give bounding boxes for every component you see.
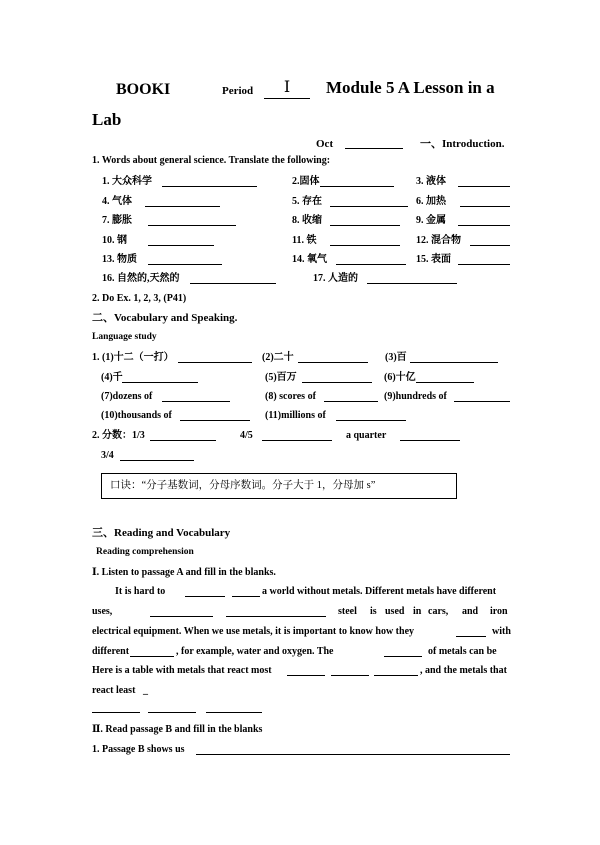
- passage-text: different: [92, 646, 130, 657]
- answer-blank[interactable]: [162, 186, 257, 187]
- word-item: 15. 表面: [416, 254, 451, 265]
- fraction-item: a quarter: [346, 430, 387, 441]
- number-item: (9)hundreds of: [384, 391, 447, 402]
- passage-text: electrical equipment. When we use metals, it is important to know how they: [92, 626, 415, 637]
- task2-instruction: Ⅱ. Read passage B and fill in the blanks: [92, 724, 263, 735]
- period-label: Period: [222, 85, 254, 97]
- answer-blank[interactable]: [458, 225, 510, 226]
- answer-blank[interactable]: [122, 382, 198, 383]
- answer-blank[interactable]: [330, 225, 400, 226]
- passage-text: a world without metals. Different metals have different: [262, 586, 497, 597]
- passage-text: with: [492, 626, 511, 637]
- fraction-item: 3/4: [101, 450, 114, 461]
- answer-blank[interactable]: [196, 754, 510, 755]
- answer-blank[interactable]: [92, 712, 140, 713]
- period-value: Ⅰ: [264, 78, 310, 99]
- book-label: BOOKI: [116, 81, 171, 98]
- word-item: 10. 钢: [102, 235, 127, 246]
- word-item: 1. 大众科学: [102, 176, 152, 187]
- answer-blank[interactable]: [206, 712, 262, 713]
- fraction-item: 2. 分数：1/3: [92, 430, 145, 441]
- answer-blank[interactable]: [150, 440, 216, 441]
- answer-blank[interactable]: [130, 656, 174, 657]
- passage-b-prompt: 1. Passage B shows us: [92, 744, 185, 755]
- answer-blank[interactable]: [460, 206, 510, 207]
- answer-blank[interactable]: [287, 675, 325, 676]
- number-item: (2)二十: [262, 352, 294, 363]
- passage-text: used: [385, 606, 405, 617]
- answer-blank[interactable]: [120, 460, 194, 461]
- passage-text: react least: [92, 685, 136, 696]
- passage-text: cars,: [428, 606, 449, 617]
- module-title-line1: Module 5 A Lesson in a: [326, 78, 495, 97]
- number-item: (8) scores of: [265, 391, 316, 402]
- mnemonic-note: 口诀：“分子基数词，分母序数词。分子大于 1，分母加 s”: [101, 473, 457, 499]
- passage-text: uses,: [92, 606, 113, 617]
- passage-text: is: [370, 606, 377, 617]
- word-item: 12. 混合物: [416, 235, 461, 246]
- answer-blank[interactable]: [190, 283, 276, 284]
- answer-blank[interactable]: [336, 264, 406, 265]
- number-item: (6)十亿: [384, 372, 416, 383]
- answer-blank[interactable]: [324, 401, 378, 402]
- answer-blank[interactable]: [148, 245, 214, 246]
- answer-blank[interactable]: [162, 401, 230, 402]
- answer-blank[interactable]: [145, 206, 220, 207]
- answer-blank[interactable]: [330, 206, 408, 207]
- passage-dash: _: [143, 685, 148, 696]
- word-item: 4. 气体: [102, 196, 132, 207]
- answer-blank[interactable]: [458, 186, 510, 187]
- part1-instruction: 1. Words about general science. Translate the following:: [92, 155, 331, 166]
- passage-text: It is hard to: [115, 586, 166, 597]
- number-item: (3)百: [385, 352, 407, 363]
- word-item: 14. 氧气: [292, 254, 327, 265]
- section2-title: 二、Vocabulary and Speaking.: [92, 312, 238, 324]
- word-item: 16. 自然的,天然的: [102, 273, 180, 284]
- number-item: (4)千: [101, 372, 123, 383]
- answer-blank[interactable]: [458, 264, 510, 265]
- answer-blank[interactable]: [330, 245, 400, 246]
- number-item: 1. (1)十二（一打）: [92, 352, 174, 363]
- answer-blank[interactable]: [400, 440, 460, 441]
- task1-instruction: Ⅰ. Listen to passage A and fill in the blanks.: [92, 567, 276, 578]
- passage-text: Here is a table with metals that react most: [92, 665, 272, 676]
- word-item: 11. 铁: [292, 235, 317, 246]
- word-item: 9. 金属: [416, 215, 446, 226]
- answer-blank[interactable]: [320, 186, 394, 187]
- part1-exercise: 2. Do Ex. 1, 2, 3, (P41): [92, 293, 187, 304]
- answer-blank[interactable]: [178, 362, 252, 363]
- word-item: 8. 收缩: [292, 215, 322, 226]
- month-blank[interactable]: [345, 148, 403, 149]
- answer-blank[interactable]: [410, 362, 498, 363]
- word-item: 7. 膨胀: [102, 215, 132, 226]
- answer-blank[interactable]: [150, 616, 213, 617]
- answer-blank[interactable]: [226, 616, 326, 617]
- passage-text: in: [413, 606, 422, 617]
- passage-text: steel: [338, 606, 357, 617]
- number-item: (11)millions of: [265, 410, 326, 421]
- passage-text: iron: [490, 606, 508, 617]
- passage-text: , and the metals that: [420, 665, 507, 676]
- answer-blank[interactable]: [456, 636, 486, 637]
- answer-blank[interactable]: [384, 656, 422, 657]
- passage-text: of metals can be: [428, 646, 497, 657]
- answer-blank[interactable]: [148, 264, 222, 265]
- answer-blank[interactable]: [374, 675, 418, 676]
- section1-title: 一、Introduction.: [420, 138, 505, 150]
- answer-blank[interactable]: [232, 596, 260, 597]
- answer-blank[interactable]: [180, 420, 250, 421]
- answer-blank[interactable]: [148, 225, 236, 226]
- section3-subtitle: Reading comprehension: [96, 547, 194, 557]
- answer-blank[interactable]: [331, 675, 369, 676]
- answer-blank[interactable]: [262, 440, 332, 441]
- answer-blank[interactable]: [185, 596, 225, 597]
- answer-blank[interactable]: [302, 382, 372, 383]
- answer-blank[interactable]: [336, 420, 406, 421]
- passage-text: , for example, water and oxygen. The: [176, 646, 334, 657]
- module-title-line2: Lab: [92, 110, 122, 129]
- answer-blank[interactable]: [367, 283, 457, 284]
- answer-blank[interactable]: [416, 382, 474, 383]
- answer-blank[interactable]: [148, 712, 196, 713]
- number-item: (5)百万: [265, 372, 297, 383]
- answer-blank[interactable]: [298, 362, 368, 363]
- answer-blank[interactable]: [470, 245, 510, 246]
- word-item: 3. 液体: [416, 176, 446, 187]
- passage-text: and: [462, 606, 479, 617]
- number-item: (10)thousands of: [101, 410, 172, 421]
- number-item: (7)dozens of: [101, 391, 153, 402]
- section2-subtitle: Language study: [92, 332, 157, 342]
- word-item: 6. 加热: [416, 196, 446, 207]
- fraction-item: 4/5: [240, 430, 253, 441]
- answer-blank[interactable]: [454, 401, 510, 402]
- word-item: 2.固体: [292, 176, 320, 187]
- word-item: 13. 物质: [102, 254, 137, 265]
- month-label: Oct: [316, 138, 334, 150]
- word-item: 5. 存在: [292, 196, 322, 207]
- word-item: 17. 人造的: [313, 273, 358, 284]
- section3-title: 三、Reading and Vocabulary: [92, 527, 231, 539]
